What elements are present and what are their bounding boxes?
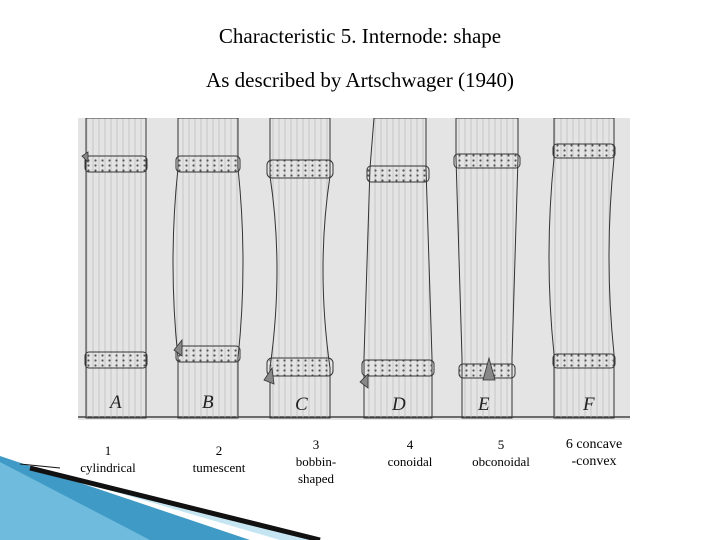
stalk-e-obconoidal — [454, 118, 520, 418]
shape-name: conoidal — [387, 454, 433, 469]
panel-letter-e: E — [478, 394, 490, 415]
shape-name: obconoidal — [472, 454, 530, 469]
shape-name: tumescent — [192, 460, 246, 475]
shape-name: bobbin- shaped — [295, 454, 337, 486]
shape-name: concave -convex — [571, 437, 623, 469]
shape-number: 4 — [406, 437, 414, 452]
panel-letter-a: A — [110, 392, 122, 413]
shape-number: 6 — [565, 437, 573, 452]
stalk-f-concave-convex — [549, 118, 615, 418]
panel-letter-d: D — [392, 394, 406, 415]
panel-letter-b: B — [202, 392, 214, 413]
shape-number: 5 — [497, 437, 505, 452]
slide-title: Characteristic 5. Internode: shape — [218, 24, 502, 48]
panel-letter-c: C — [295, 394, 308, 415]
shape-name: cylindrical — [80, 460, 136, 475]
shape-number: 2 — [215, 443, 223, 458]
panel-letter-f: F — [583, 394, 595, 415]
internode-shapes-figure — [78, 118, 630, 420]
slide-subtitle: As described by Artschwager (1940) — [206, 68, 514, 92]
shape-number: 3 — [312, 437, 320, 452]
stalk-b-tumescent — [173, 118, 243, 418]
slide-corner-decoration — [0, 440, 720, 540]
stalk-a-cylindrical — [82, 118, 147, 418]
figure-background — [78, 118, 630, 420]
shape-number: 1 — [104, 443, 112, 458]
stalk-d-conoidal — [360, 118, 434, 418]
